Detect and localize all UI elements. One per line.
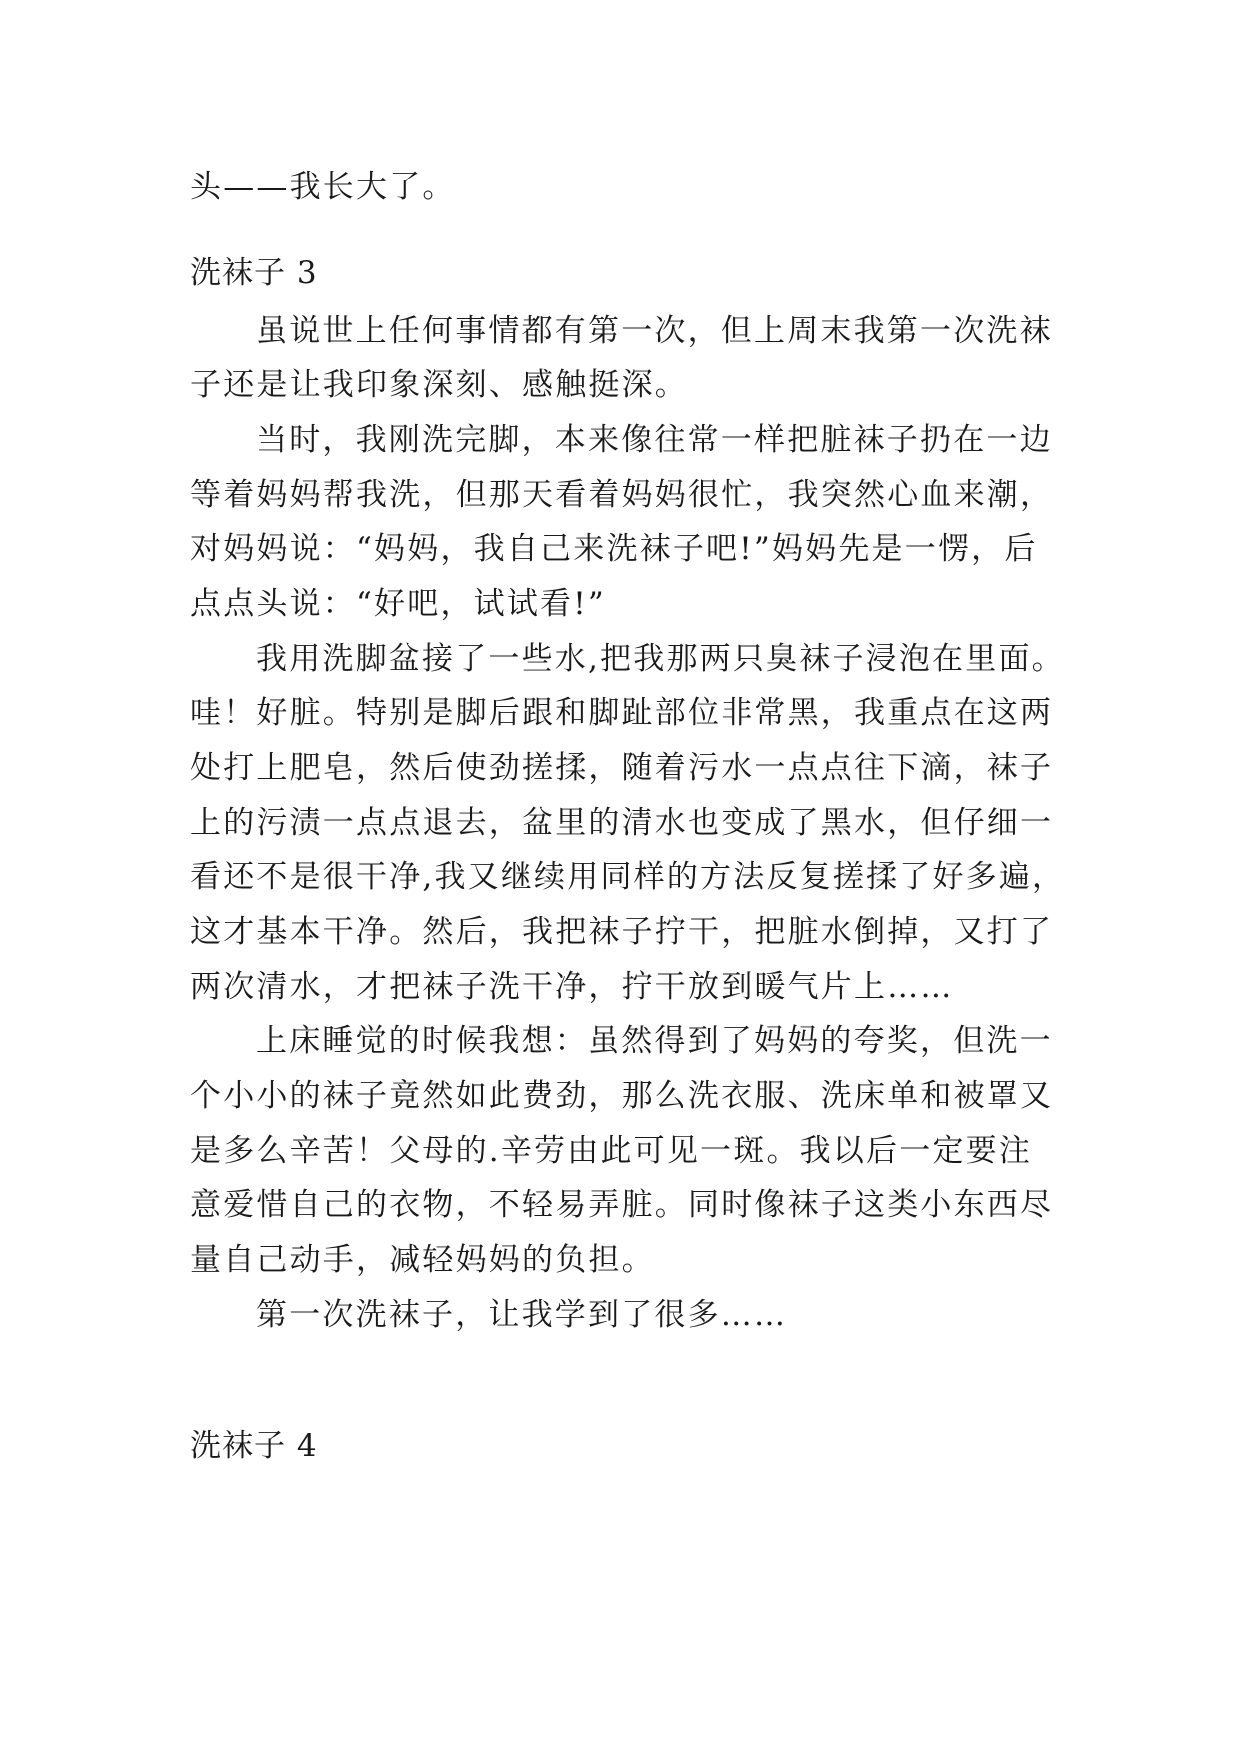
paragraph-line: 意爱惜自己的衣物，不轻易弄脏。同时像袜子这类小东西尽 [190, 1187, 1054, 1223]
paragraph-line: 上的污渍一点点退去，盆里的清水也变成了黑水，但仔细一 [190, 805, 1054, 841]
paragraph-line: 对妈妈说：“妈妈，我自己来洗袜子吧!”妈妈先是一愣，后 [190, 531, 1038, 567]
paragraph-line: 上床睡觉的时候我想：虽然得到了妈妈的夸奖，但洗一 [256, 1023, 1053, 1059]
section-title: 洗袜子 4 [190, 1428, 318, 1464]
section-title: 洗袜子 3 [190, 255, 318, 291]
paragraph-line: 处打上肥皂，然后使劲搓揉，随着污水一点点往下滴，袜子 [190, 750, 1054, 786]
paragraph-line: 量自己动手，减轻妈妈的负担。 [190, 1242, 655, 1278]
paragraph-line: 子还是让我印象深刻、感触挺深。 [190, 367, 688, 403]
paragraph-line: 我用洗脚盆接了一些水,把我那两只臭袜子浸泡在里面。 [256, 641, 1065, 677]
paragraph-line: 虽说世上任何事情都有第一次，但上周末我第一次洗袜 [256, 313, 1053, 349]
paragraph-line: 点点头说：“好吧，试试看!” [190, 586, 606, 622]
paragraph-line: 等着妈妈帮我洗，但那天看着妈妈很忙，我突然心血来潮， [190, 477, 1054, 513]
paragraph-line: 哇！好脏。特别是脚后跟和脚趾部位非常黑，我重点在这两 [190, 695, 1054, 731]
paragraph-line: 两次清水，才把袜子洗干净，拧干放到暖气片上…… [190, 969, 954, 1005]
paragraph-line: 这才基本干净。然后，我把袜子拧干，把脏水倒掉，又打了 [190, 914, 1054, 950]
paragraph-line: 当时，我刚洗完脚，本来像往常一样把脏袜子扔在一边 [256, 422, 1053, 458]
paragraph-line: 头——我长大了。 [190, 169, 456, 205]
paragraph-line: 是多么辛苦！父母的.辛劳由此可见一斑。我以后一定要注 [190, 1133, 1033, 1169]
paragraph-line: 个小小的袜子竟然如此费劲，那么洗衣服、洗床单和被罩又 [190, 1078, 1054, 1114]
paragraph-line: 第一次洗袜子，让我学到了很多…… [256, 1297, 788, 1333]
paragraph-line: 看还不是很干净,我又继续用同样的方法反复搓揉了好多遍， [190, 859, 1066, 895]
